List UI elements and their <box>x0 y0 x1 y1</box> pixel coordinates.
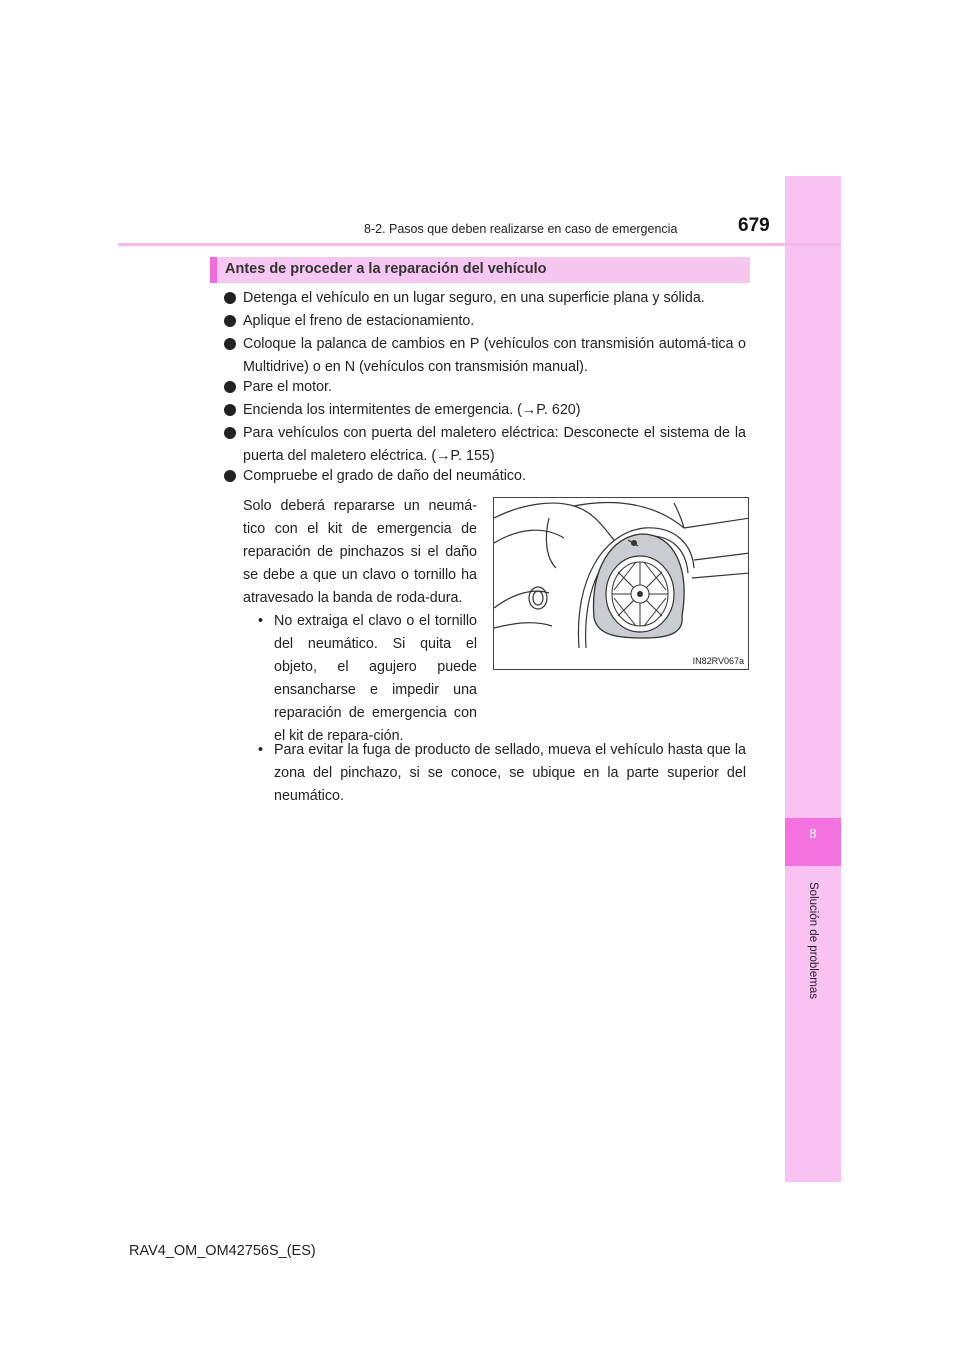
flat-tire-figure <box>493 497 749 670</box>
list-item: Coloque la palanca de cambios en P (vehículos con transmisión automá-tica o Multidrive) o en N (vehículos con transmisión manual). <box>224 333 746 379</box>
bullet-icon <box>224 427 236 439</box>
list-item: Encienda los intermitentes de emergencia. (→P. 620) <box>224 399 746 422</box>
sub-list-item: • No extraiga el clavo o el tornillo del neumático. Si quita el objeto, el agujero puede ensancharse e impedir una reparación de emergencia con el kit de repara-ción. <box>258 610 477 748</box>
bullet-icon <box>224 338 236 350</box>
bullet-icon <box>224 381 236 393</box>
list-item: Pare el motor. <box>224 376 746 399</box>
bullet-icon <box>224 292 236 304</box>
chapter-side-tab[interactable] <box>785 176 841 1182</box>
header-rule <box>118 243 841 246</box>
section-heading-bar <box>210 257 750 283</box>
flat-tire-illustration-icon <box>494 498 749 670</box>
list-item: Detenga el vehículo en un lugar seguro, en una superficie plana y sólida. <box>224 287 746 310</box>
bullet-icon <box>224 315 236 327</box>
section-heading: Antes de proceder a la reparación del vehículo <box>225 261 547 277</box>
bullet-icon <box>224 404 236 416</box>
page-number: 679 <box>738 215 770 236</box>
tire-damage-paragraph: Solo deberá repararse un neumá-tico con el kit de emergencia de reparación de pinchazos si el daño se debe a que un clavo o tornillo ha atravesado la banda de roda-dura. <box>243 498 477 606</box>
document-id: RAV4_OM_OM42756S_(ES) <box>129 1243 316 1259</box>
chapter-number: 8 <box>809 826 817 841</box>
figure-code: IN82RV067a <box>692 656 744 666</box>
list-item: Compruebe el grado de daño del neumático. <box>224 465 746 488</box>
sub-bullet-icon: • <box>258 613 264 629</box>
chapter-title: Solución de problemas <box>807 882 819 999</box>
sub-list-item: • Para evitar la fuga de producto de sellado, mueva el vehículo hasta que la zona del pinchazo, si se conoce, se ubique en la parte superior del neumático. <box>258 739 746 808</box>
sub-bullet-icon: • <box>258 742 264 758</box>
bullet-icon <box>224 470 236 482</box>
running-header: 8-2. Pasos que deben realizarse en caso de emergencia <box>364 222 678 236</box>
list-item: Aplique el freno de estacionamiento. <box>224 310 746 333</box>
list-item: Para vehículos con puerta del maletero eléctrica: Desconecte el sistema de la puerta del maletero eléctrica. (→P. 155) <box>224 422 746 468</box>
